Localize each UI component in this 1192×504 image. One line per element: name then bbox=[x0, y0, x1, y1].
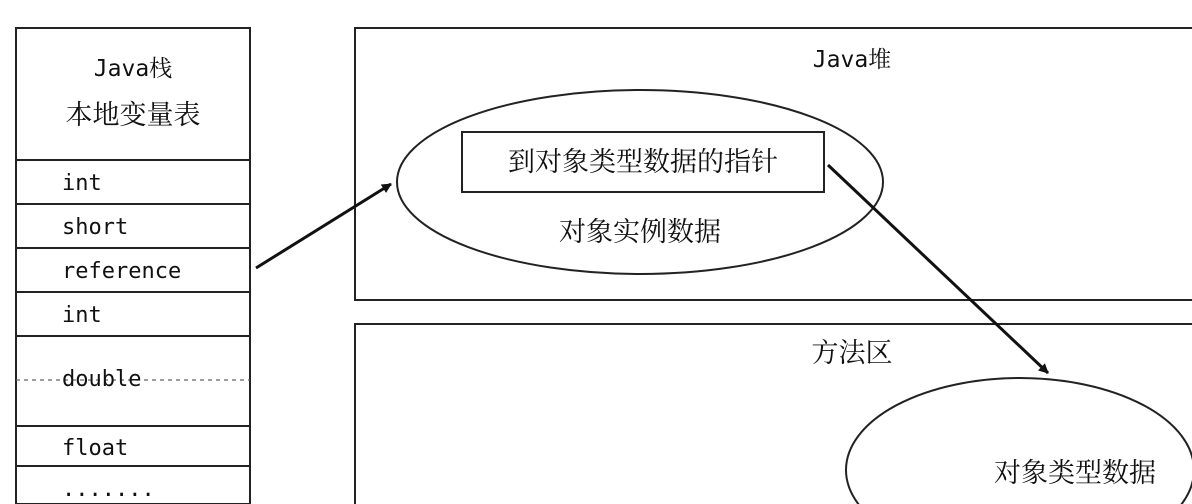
stack-slot-int: int bbox=[62, 171, 102, 196]
local-variable-table-title: 本地变量表 bbox=[65, 100, 201, 131]
java-stack bbox=[16, 28, 250, 504]
java-heap bbox=[355, 28, 1192, 300]
type-data-label: 对象类型数据 bbox=[994, 458, 1156, 489]
stack-slot-int-2: int bbox=[62, 303, 102, 328]
java-stack-title: Java栈 bbox=[93, 56, 173, 82]
stack-slot-more: ....... bbox=[62, 477, 155, 502]
stack-slot-reference: reference bbox=[62, 259, 182, 284]
reference-to-instance-arrow bbox=[256, 184, 391, 268]
instance-data-label: 对象实例数据 bbox=[559, 217, 721, 248]
stack-slot-short: short bbox=[62, 215, 129, 240]
java-heap-title: Java堆 bbox=[812, 47, 892, 73]
stack-slot-float: float bbox=[62, 436, 129, 461]
method-area-title: 方法区 bbox=[811, 338, 893, 369]
method-area bbox=[355, 324, 1192, 504]
stack-slot-double: double bbox=[62, 367, 142, 392]
type-pointer-label: 到对象类型数据的指针 bbox=[508, 147, 778, 178]
